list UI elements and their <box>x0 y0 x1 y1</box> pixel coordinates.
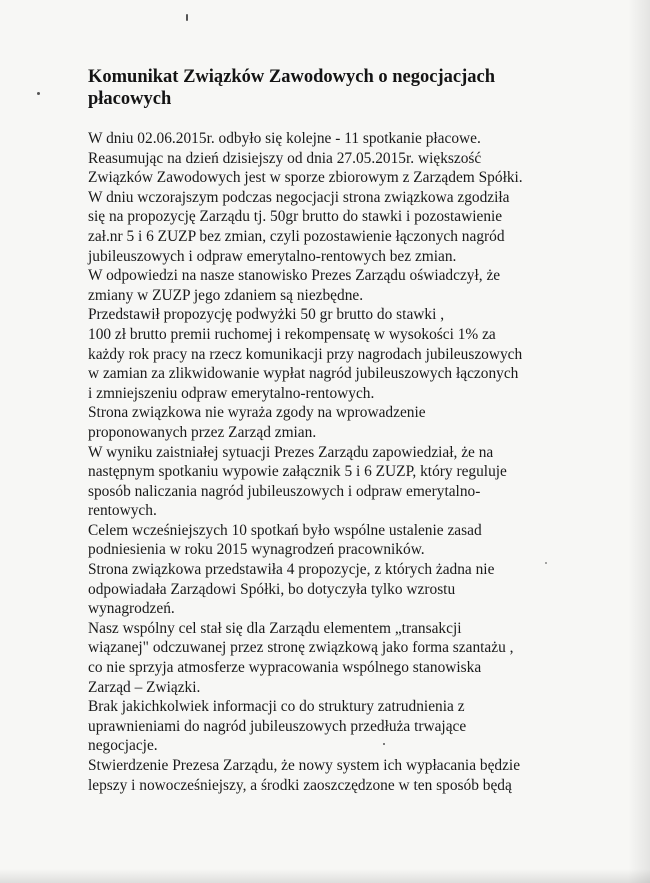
body-line: wiązanej" odczuwanej przez stronę związkową jako forma szantażu , <box>88 639 514 657</box>
body-line: jubileuszowych i odpraw emerytalno-rentowych bez zmian. <box>88 247 457 265</box>
body-line: Zarząd – Związki. <box>88 678 201 696</box>
body-line: negocjacje. <box>88 737 158 755</box>
body-line: Stwierdzenie Prezesa Zarządu, że nowy system ich wypłacania będzie <box>88 757 521 774</box>
body-line: zmiany w ZUZP jego zdaniem są niezbędne. <box>88 286 364 304</box>
body-line: proponowanych przez Zarząd zmian. <box>88 423 317 441</box>
body-line: podniesienia w roku 2015 wynagrodzeń pracowników. <box>88 541 425 559</box>
body-line: sposób naliczania nagród jubileuszowych i odpraw emerytalno- <box>88 482 481 500</box>
body-line: 100 zł brutto premii ruchomej i rekompensatę w wysokości 1% za <box>88 325 496 343</box>
title-line: płacowych <box>88 89 172 109</box>
scan-shadow-bottom <box>0 869 650 883</box>
body-line: W odpowiedzi na nasze stanowisko Prezes Zarządu oświadczył, że <box>88 267 501 285</box>
body-line: W wyniku zaistniałej sytuacji Prezes Zarządu zapowiedział, że na <box>88 443 494 461</box>
body-line: wynagrodzeń. <box>88 600 175 618</box>
body-line: Strona związkowa nie wyraża zgody na wprowadzenie <box>88 404 426 422</box>
body-line: następnym spotkaniu wypowie załącznik 5 i 6 ZUZP, który reguluje <box>88 463 507 481</box>
body-line: Celem wcześniejszych 10 spotkań było wspólne ustalenie zasad <box>88 521 482 539</box>
body-line: i zmniejszeniu odpraw emerytalno-rentowych. <box>88 384 375 402</box>
body-line: uprawnieniami do nagród jubileuszowych przedłuża trwające <box>88 717 467 735</box>
body-line: Strona związkowa przedstawiła 4 propozycje, z których żadna nie <box>88 561 495 579</box>
document-body <box>88 129 608 795</box>
body-line: odpowiadała Zarządowi Spółki, bo dotyczyła tylko wzrostu <box>88 580 456 598</box>
document-title <box>88 66 578 110</box>
body-line: Nasz wspólny cel stał się dla Zarządu elementem „transakcji <box>88 619 462 637</box>
body-line: się na propozycję Zarządu tj. 50gr brutto do stawki i pozostawienie <box>88 208 503 226</box>
scan-speck <box>186 14 188 21</box>
body-line: W dniu wczorajszym podczas negocjacji strona związkowa zgodziła <box>88 188 510 206</box>
body-line: Reasumując na dzień dzisiejszy od dnia 27.05.2015r. większość <box>88 149 482 167</box>
body-line: W dniu 02.06.2015r. odbyło się kolejne - 11 spotkanie płacowe. <box>88 130 481 147</box>
body-line: każdy rok pracy na rzecz komunikacji przy nagrodach jubileuszowych <box>88 345 523 363</box>
body-line: rentowych. <box>88 502 157 520</box>
body-line: co nie sprzyja atmosferze wypracowania wspólnego stanowiska <box>88 659 482 677</box>
title-line: Komunikat Związków Zawodowych o negocjacjach <box>88 67 496 87</box>
body-line: Brak jakichkolwiek informacji co do struktury zatrudnienia z <box>88 698 465 716</box>
body-line: w zamian za zlikwidowanie wypłat nagród jubileuszowych łączonych <box>88 365 519 383</box>
body-line: lepszy i nowocześniejszy, a środki zaoszczędzone w ten sposób będą <box>88 776 512 794</box>
body-line: Związków Zawodowych jest w sporze zbiorowym z Zarządem Spółki. <box>88 169 523 187</box>
scan-speck <box>37 92 40 95</box>
body-line: zał.nr 5 i 6 ZUZP bez zmian, czyli pozostawienie łączonych nagród <box>88 227 505 245</box>
body-line: Przedstawił propozycję podwyżki 50 gr brutto do stawki , <box>88 306 445 324</box>
scan-shadow-right <box>628 0 650 883</box>
